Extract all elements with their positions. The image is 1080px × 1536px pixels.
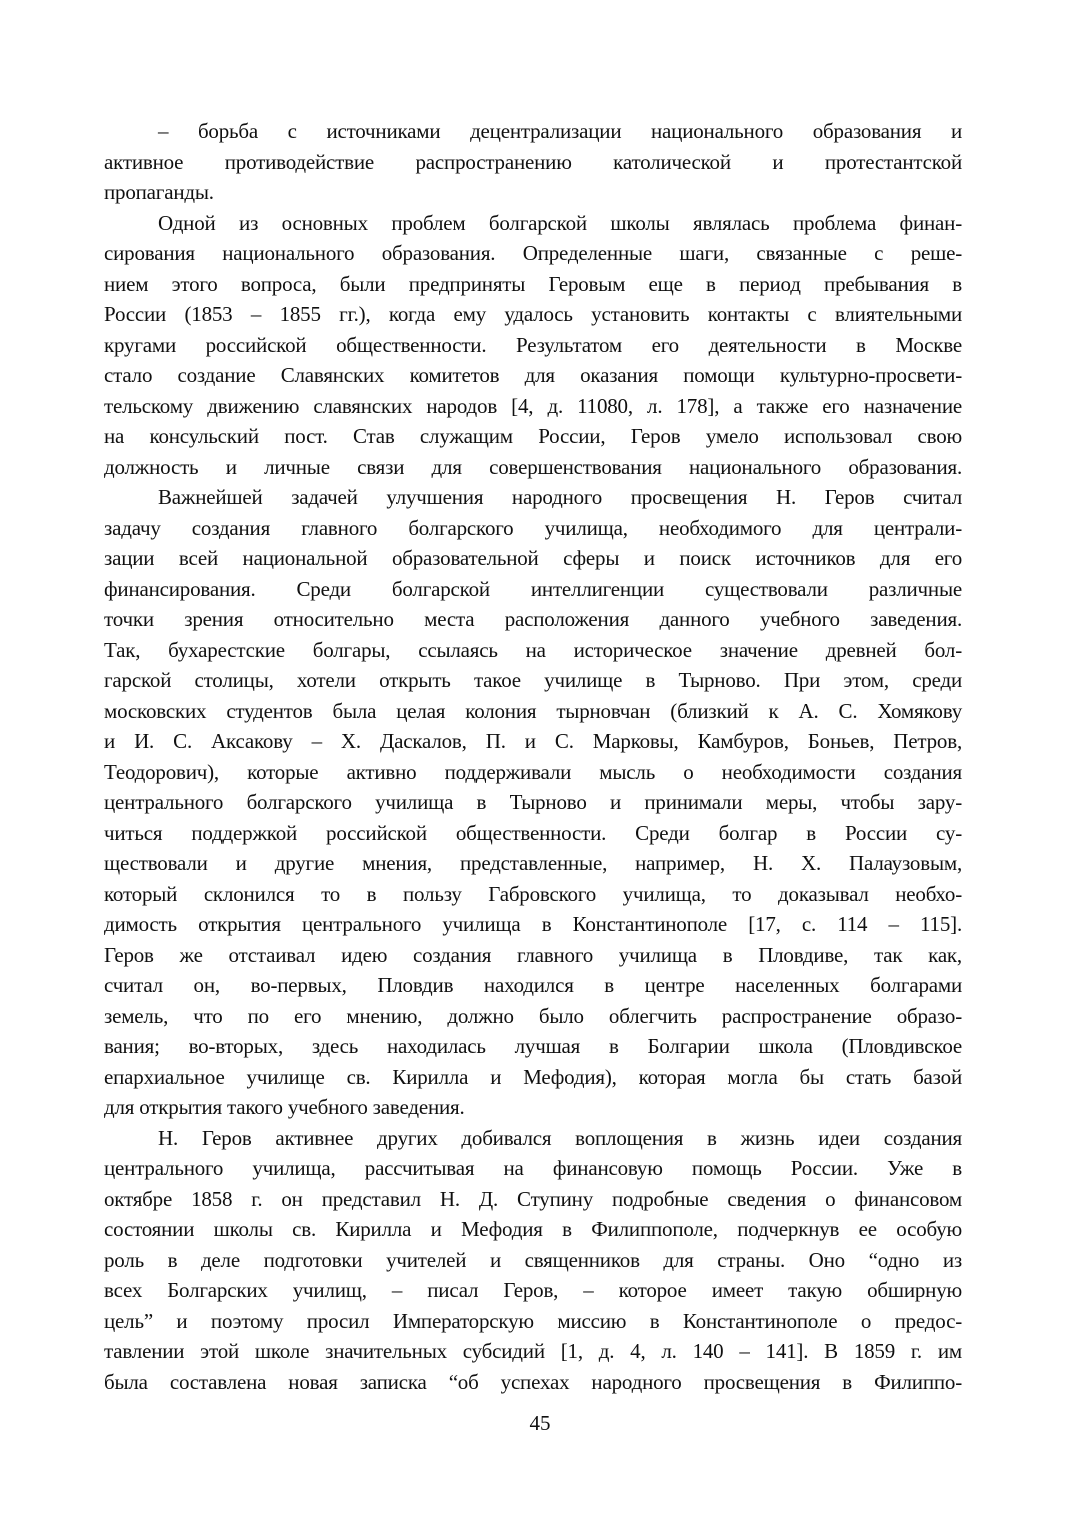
text-line: России (1853 – 1855 гг.), когда ему удалось установить контакты с влиятельными (104, 302, 962, 326)
text-line: ществовали и другие мнения, представленные, например, Н. Х. Палаузовым, (104, 851, 962, 875)
text-line: сирования национального образования. Определенные шаги, связанные с реше- (104, 241, 962, 265)
text-line: октябре 1858 г. он представил Н. Д. Ступину подробные сведения о финансовом (104, 1186, 962, 1211)
page-text (104, 116, 962, 1397)
page-number: 45 (529, 1411, 551, 1435)
text-line: задачу создания главного болгарского училища, необходимого для централи- (104, 515, 962, 540)
text-line: всех Болгарских училищ, – писал Геров, – которое имеет такую обширную (104, 1278, 962, 1302)
text-line: Одной из основных проблем болгарской школы являлась проблема финан- (158, 210, 962, 235)
text-line: точки зрения относительно места расположения данного учебного заведения. (104, 607, 962, 631)
text-line: Теодорович), которые активно поддерживали мысль о необходимости создания (104, 759, 962, 784)
text-line: тельскому движению славянских народов [4, д. 11080, л. 178], а также его назначение (104, 393, 962, 418)
text-line: нием этого вопроса, были предприняты Геровым еще в период пребывания в (104, 271, 962, 296)
text-line: Геров же отстаивал идею создания главного училища в Пловдиве, так как, (104, 942, 962, 967)
text-line: для открытия такого учебного заведения. (104, 1095, 465, 1119)
text-line: роль в деле подготовки учителей и священников для страны. Оно “одно из (104, 1247, 962, 1272)
text-line: Н. Геров активнее других добивался воплощения в жизнь идеи создания (158, 1125, 962, 1150)
text-line: должность и личные связи для совершенствования национального образования. (104, 454, 962, 479)
text-line: земель, что по его мнению, должно было облегчить распространение образо- (104, 1003, 962, 1028)
text-line: Важнейшей задачей улучшения народного просвещения Н. Геров считал (158, 485, 962, 509)
text-line: читься поддержкой российской общественности. Среди болгар в России су- (104, 820, 962, 845)
text-line: цель” и поэтому просил Императорскую миссию в Константинополе о предос- (104, 1308, 962, 1333)
text-line: Так, бухарестские болгары, ссылаясь на историческое значение древней бол- (104, 637, 962, 662)
text-line: центрального училища, рассчитывая на финансовую помощь России. Уже в (104, 1156, 962, 1180)
text-line: тавлении этой школе значительных субсидий [1, д. 4, л. 140 – 141]. В 1859 г. им (104, 1339, 962, 1363)
paragraph (104, 482, 962, 1123)
text-line: зации всей национальной образовательной сферы и поиск источников для его (104, 546, 962, 570)
text-line: кругами российской общественности. Результатом его деятельности в Москве (104, 332, 962, 357)
text-line: состоянии школы св. Кирилла и Мефодия в Филиппополе, подчеркнув ее особую (104, 1217, 962, 1241)
text-line: стало создание Славянских комитетов для оказания помощи культурно-просвети- (104, 363, 962, 387)
text-line: гарской столицы, хотели открыть такое училище в Тырново. При этом, среди (104, 668, 962, 692)
text-line: димость открытия центрального училища в Константинополе [17, с. 114 – 115]. (104, 912, 962, 936)
paragraph (104, 208, 962, 483)
text-line: который склонился то в пользу Габровского училища, то доказывал необхо- (104, 881, 962, 906)
paragraph (104, 116, 962, 208)
text-line: московских студентов была целая колония тырновчан (близкий к А. С. Хомякову (104, 698, 962, 723)
text-line: центрального болгарского училища в Тырново и принимали меры, чтобы зару- (104, 790, 962, 814)
text-line: и И. С. Аксакову – Х. Даскалов, П. и С. Марковы, Камбуров, Боньев, Петров, (104, 729, 962, 753)
text-line: пропаганды. (104, 180, 214, 204)
text-line: – борьба с источниками децентрализации национального образования и (158, 119, 962, 143)
text-line: вания; во-вторых, здесь находилась лучшая в Болгарии школа (Пловдивское (104, 1034, 962, 1058)
text-line: епархиальное училище св. Кирилла и Мефодия), которая могла бы стать базой (104, 1064, 962, 1089)
text-line: была составлена новая записка “об успехах народного просвещения в Филиппо- (104, 1369, 962, 1394)
text-line: активное противодействие распространению католической и протестантской (104, 149, 962, 174)
text-line: считал он, во-первых, Пловдив находился в центре населенных болгарами (104, 973, 962, 997)
paragraph (104, 1123, 962, 1398)
text-line: финансирования. Среди болгарской интеллигенции существовали различные (104, 576, 962, 601)
text-line: на консульский пост. Став служащим России, Геров умело использовал свою (104, 424, 962, 448)
